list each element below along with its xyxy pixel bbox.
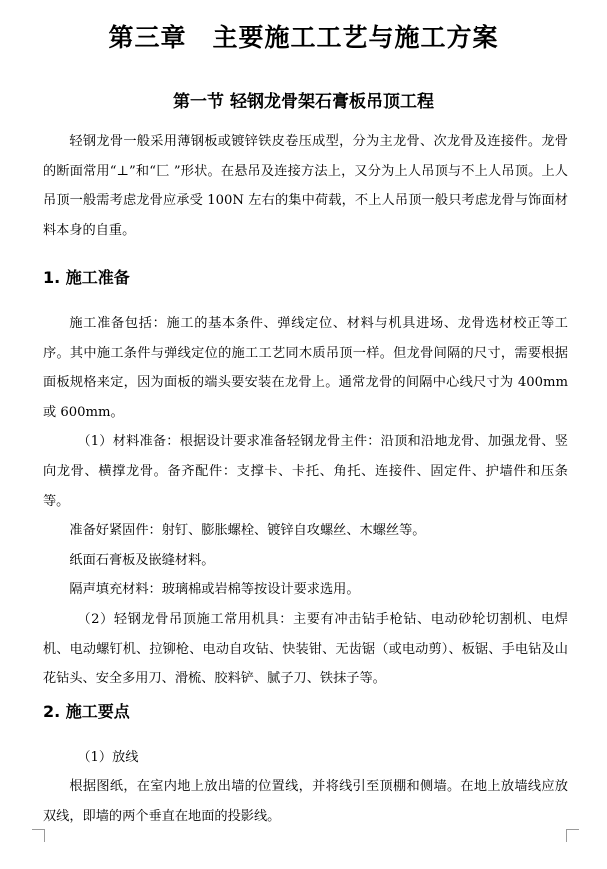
prep-paragraph-1: 施工准备包括：施工的基本条件、弹线定位、材料与机具进场、龙骨选材校正等工序。其中施工条件与弹线定位的施工工艺同木质吊顶一样。但龙骨间隔的尺寸，需要根据面板规格来定，因为面板的端头要安装在龙骨上。通常龙骨的间隔中心线尺寸为 400mm 或 600mm。	[43, 316, 568, 420]
prep-paragraph-gypsum: 纸面石膏板及嵌缝材料。	[69, 552, 215, 568]
preparation-block	[43, 309, 568, 694]
page-corner-mark-left	[32, 829, 45, 842]
key-paragraph-1: 根据图纸，在室内地上放出墙的位置线，并将线引至顶棚和侧墙。在地上放墙线应放双线，即墙的两个垂直在地面的投影线。	[43, 779, 568, 824]
heading-key-points: 2. 施工要点	[43, 702, 130, 721]
key-block	[43, 772, 568, 831]
prep-paragraph-materials: （1）材料准备：根据设计要求准备轻钢龙骨主件：沿顶和沿地龙骨、加强龙骨、竖向龙骨、横撑龙骨。备齐配件：支撑卡、卡托、角托、连接件、固定件、护墙件和压条等。	[43, 434, 568, 509]
page-corner-mark-right	[566, 829, 579, 842]
intro-paragraph: 轻钢龙骨一般采用薄钢板或镀锌铁皮卷压成型，分为主龙骨、次龙骨及连接件。龙骨的断面常用“⊥”和“匚 ”形状。在悬吊及连接方法上，又分为上人吊顶与不上人吊顶。上人吊顶一般需考虑龙骨应承受 100N 左右的集中荷载，不上人吊顶一般只考虑龙骨与饰面材料本身的自重。	[43, 134, 568, 238]
key-item-setout: （1）放线	[77, 750, 139, 765]
prep-paragraph-tools: （2）轻钢龙骨吊顶施工常用机具：主要有冲击钻手枪钻、电动砂轮切割机、电焊机、电动螺钉机、拉铆枪、电动自攻钻、快装钳、无齿锯（或电动剪）、板锯、手电钻及山花钻头、安全多用刀、滑梳、胶料铲、腻子刀、铁抹子等。	[43, 611, 568, 687]
section-title: 第一节 轻钢龙骨架石膏板吊顶工程	[173, 92, 434, 112]
intro-block	[43, 127, 568, 245]
prep-paragraph-fasteners: 准备好紧固件：射钉、膨胀螺栓、镀锌自攻螺丝、木螺丝等。	[69, 523, 426, 539]
chapter-title: 第三章 主要施工工艺与施工方案	[108, 23, 499, 52]
heading-preparation: 1. 施工准备	[43, 268, 130, 287]
prep-paragraph-insulation: 隔声填充材料：玻璃棉或岩棉等按设计要求选用。	[69, 582, 360, 598]
